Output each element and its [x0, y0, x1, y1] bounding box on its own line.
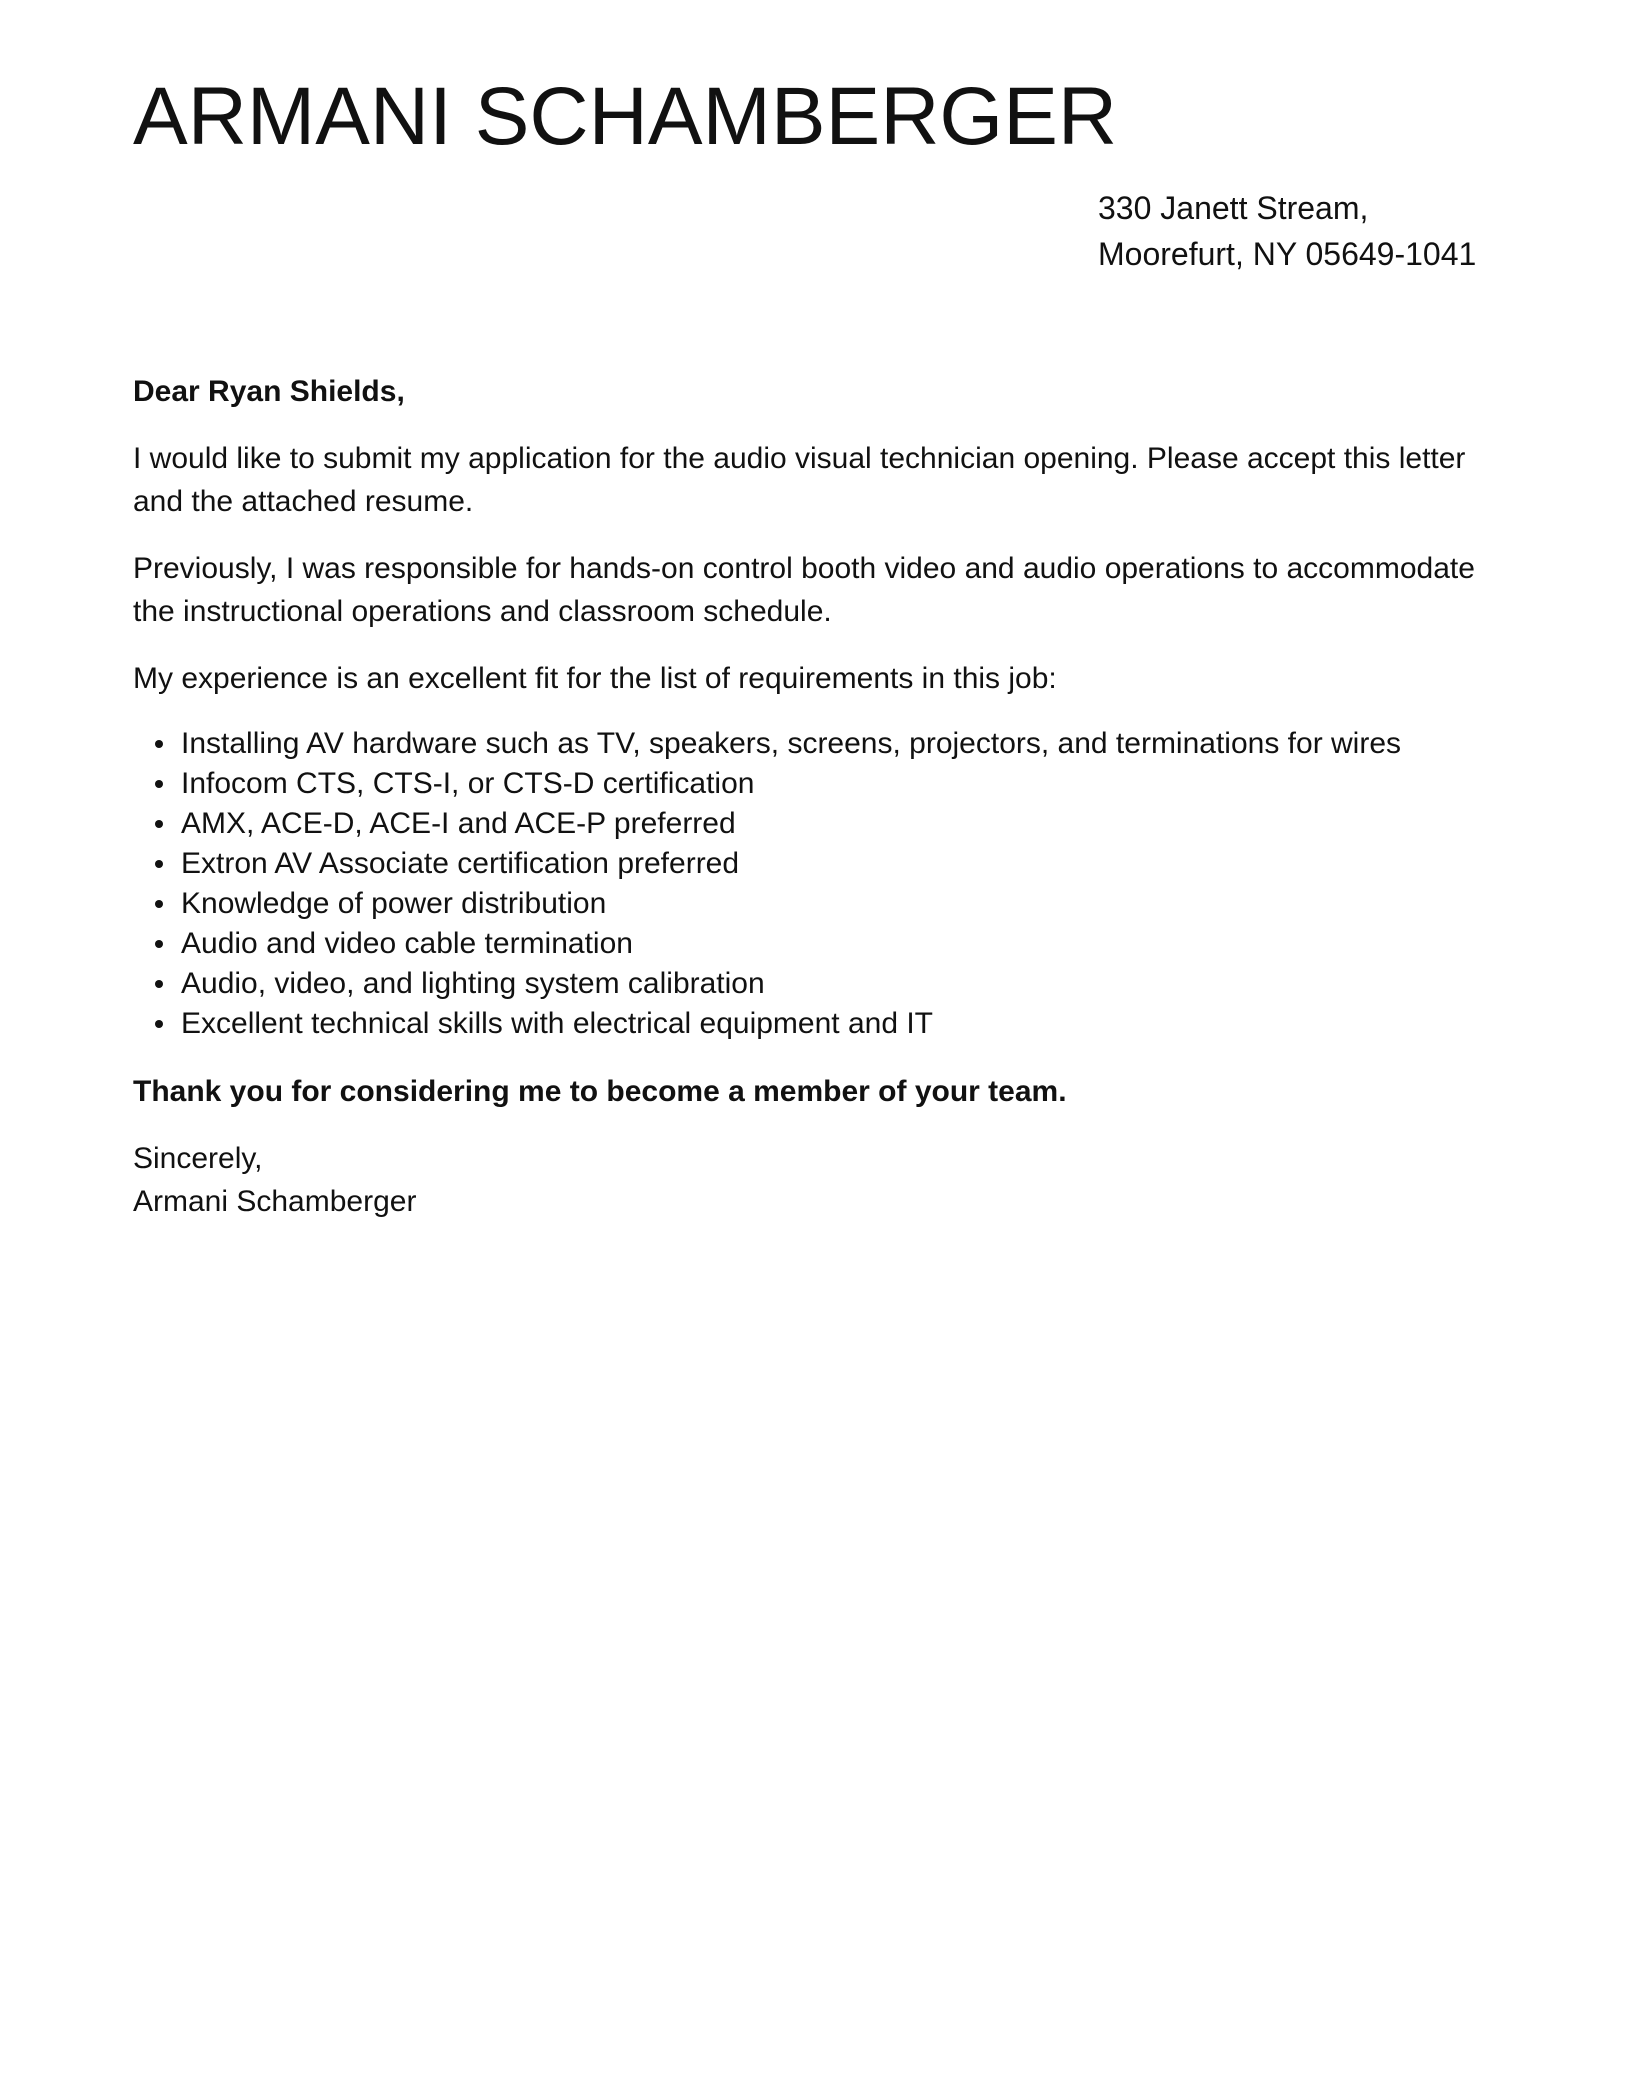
- address-line-1: 330 Janett Stream,: [1098, 190, 1369, 226]
- applicant-address: [1098, 185, 1476, 277]
- list-item-text: Extron AV Associate certification preferred: [181, 847, 740, 880]
- address-line-2: Moorefurt, NY 05649-1041: [1098, 236, 1477, 272]
- applicant-name-heading: ARMANI SCHAMBERGER: [133, 71, 1118, 162]
- list-item: [181, 924, 1513, 964]
- list-item-text: Audio, video, and lighting system calibration: [181, 967, 765, 1000]
- letter-body: [133, 370, 1513, 1223]
- list-item-text: Audio and video cable termination: [181, 927, 633, 960]
- paragraph-requirements-intro: My experience is an excellent fit for the list of requirements in this job:: [133, 662, 1057, 695]
- bullet-icon: [155, 1020, 163, 1028]
- list-item: [181, 1004, 1513, 1044]
- list-item: [181, 764, 1513, 804]
- list-item-text: Excellent technical skills with electrical equipment and IT: [181, 1007, 934, 1040]
- paragraph-intro: I would like to submit my application for the audio visual technician opening. Please accept this letter and the attached resume.: [133, 442, 1466, 518]
- requirements-list: [133, 724, 1513, 1044]
- list-item: [181, 884, 1513, 924]
- bullet-icon: [155, 740, 163, 748]
- list-item-text: Installing AV hardware such as TV, speakers, screens, projectors, and terminations for wires: [181, 727, 1402, 760]
- list-item: [181, 844, 1513, 884]
- signature-name: Armani Schamberger: [133, 1185, 417, 1218]
- bullet-icon: [155, 860, 163, 868]
- salutation: Dear Ryan Shields,: [133, 375, 405, 408]
- bullet-icon: [155, 940, 163, 948]
- list-item: [181, 724, 1513, 764]
- list-item-text: Knowledge of power distribution: [181, 887, 607, 920]
- list-item: [181, 964, 1513, 1004]
- bullet-icon: [155, 780, 163, 788]
- bullet-icon: [155, 980, 163, 988]
- paragraph-experience: Previously, I was responsible for hands-on control booth video and audio operations to accommodate the instructional operations and classroom schedule.: [133, 552, 1475, 628]
- signoff: Sincerely,: [133, 1142, 263, 1175]
- closing-line: Thank you for considering me to become a member of your team.: [133, 1075, 1067, 1108]
- bullet-icon: [155, 820, 163, 828]
- bullet-icon: [155, 900, 163, 908]
- list-item-text: AMX, ACE-D, ACE-I and ACE-P preferred: [181, 807, 736, 840]
- list-item: [181, 804, 1513, 844]
- list-item-text: Infocom CTS, CTS-I, or CTS-D certification: [181, 767, 755, 800]
- signoff-block: [133, 1137, 1513, 1223]
